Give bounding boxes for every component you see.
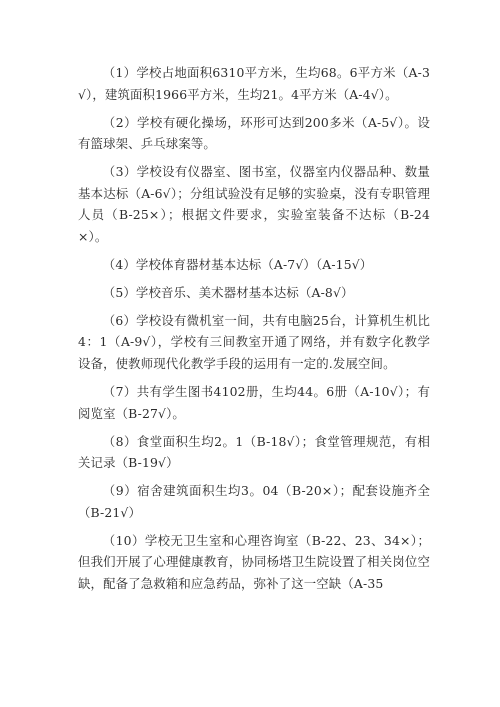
- paragraph-4: （4）学校体育器材基本达标（A-7√）（A-15√）: [102, 256, 373, 272]
- paragraph-7: （7）共有学生图书4102册，生均44。6册（A-10√）；有阅览室（B-27√）。: [78, 384, 430, 421]
- paragraph-8: （8）食堂面积生均2。1（B-18√）；食堂管理规范，有相关记录（B-19√）: [78, 433, 430, 471]
- paragraph-10: （10）学校无卫生室和心理咨询室（B-22、23、34×）；但我们开展了心理健康教育，协同杨塔卫生院设置了相关岗位空缺，配备了急救箱和应急药品，弥补了这一空缺（A-35: [78, 532, 430, 591]
- paragraph-2: （2）学校有硬化操场，环形可达到200多米（A-5√）。设有篮球架、乒乓球案等。: [78, 114, 430, 152]
- paragraph-3: （3）学校设有仪器室、图书室，仪器室内仪器品种、数量基本达标（A-6√）；分组试验没有足够的实验桌，没有专职管理人员（B-25×）；根据文件要求，实验室装备不达标（B-24×）。: [78, 164, 430, 244]
- paragraph-6: （6）学校设有微机室一间，共有电脑25台，计算机生机比4：1（A-9√），学校有三间教室开通了网络，并有数字化教学设备，使教师现代化教学手段的运用有一定的.发展空间。: [78, 312, 430, 372]
- paragraph-5: （5）学校音乐、美术器材基本达标（A-8√）: [102, 284, 354, 300]
- document-body: [78, 62, 430, 601]
- paragraph-9: （9）宿舍建筑面积生均3。04（B-20×）；配套设施齐全（B-21√）: [78, 483, 430, 520]
- paragraph-1: （1）学校占地面积6310平方米，生均68。6平方米（A-3√），建筑面积1966平方米，生均21。4平方米（A-4√）。: [78, 65, 430, 102]
